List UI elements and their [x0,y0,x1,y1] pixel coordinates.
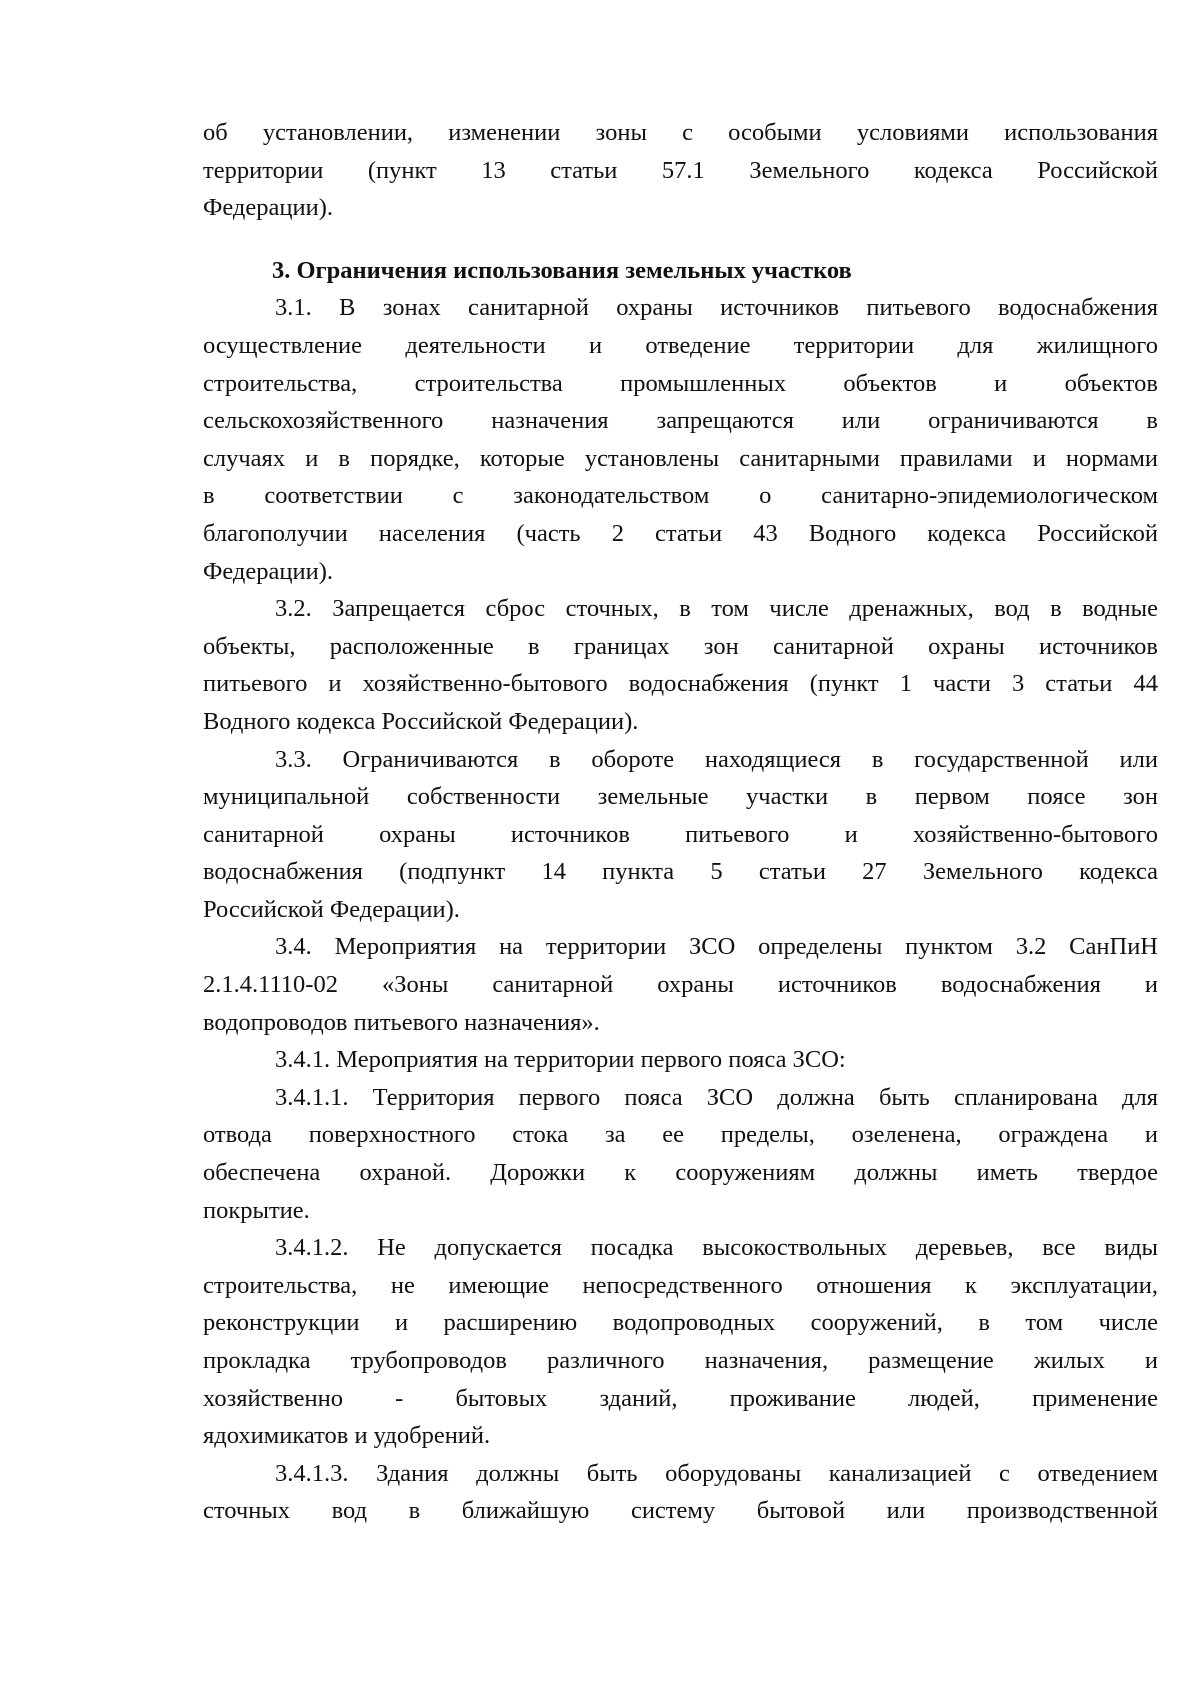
text-line: 3.4.1.1. Территория первого пояса ЗСО должна быть спланирована для [275,1083,1158,1111]
paragraph [203,1079,1158,1229]
text-line: в соответствии с законодательством о санитарно-эпидемиологическом [203,482,1158,510]
text-line: территории (пункт 13 статьи 57.1 Земельного кодекса Российской [203,156,1158,184]
paragraph [203,1455,1158,1530]
text-line: санитарной охраны источников питьевого и хозяйственно-бытового [203,820,1158,848]
text-line: объекты, расположенные в границах зон санитарной охраны источников [203,632,1158,660]
text-line: Российской Федерации). [203,895,460,923]
paragraph-list [203,289,1158,1530]
text-line: реконструкции и расширению водопроводных сооружений, в том числе [203,1309,1158,1337]
paragraph [203,928,1158,1041]
text-line: 2.1.4.1110-02 «Зоны санитарной охраны источников водоснабжения и [203,971,1158,999]
text-line: 3.1. В зонах санитарной охраны источников питьевого водоснабжения [275,294,1158,322]
text-line: муниципальной собственности земельные участки в первом поясе зон [203,783,1158,811]
text-line: Федерации). [203,194,333,222]
text-line: об установлении, изменении зоны с особыми условиями использования [203,119,1158,146]
text-line: 3.4.1.3. Здания должны быть оборудованы канализацией с отведением [275,1459,1158,1487]
text-line: отвода поверхностного стока за ее пределы, озеленена, ограждена и [203,1121,1158,1149]
text-line: водоснабжения (подпункт 14 пункта 5 статьи 27 Земельного кодекса [203,858,1158,886]
text-line: прокладка трубопроводов различного назначения, размещение жилых и [203,1347,1158,1374]
text-line: сточных вод в ближайшую систему бытовой или производственной [203,1497,1158,1525]
text-line: осуществление деятельности и отведение территории для жилищного [203,331,1158,359]
text-line: 3.4.1. Мероприятия на территории первого пояса ЗСО: [275,1046,846,1074]
text-line: случаях и в порядке, которые установлены санитарными правилами и нормами [203,444,1158,472]
intro-paragraph [203,114,1158,227]
text-line: 3.2. Запрещается сброс сточных, в том числе дренажных, вод в водные [275,595,1158,623]
text-line: 3.4. Мероприятия на территории ЗСО определены пунктом 3.2 СанПиН [275,933,1158,961]
paragraph [203,1041,1158,1079]
paragraph [203,741,1158,929]
paragraph [203,1229,1158,1455]
section-heading: 3. Ограничения использования земельных участков [272,256,852,284]
text-line: Федерации). [203,557,333,585]
text-line: водопроводов питьевого назначения». [203,1008,600,1036]
text-line: строительства, не имеющие непосредственного отношения к эксплуатации, [203,1271,1158,1299]
text-line: строительства, строительства промышленных объектов и объектов [203,369,1158,397]
paragraph [203,289,1158,590]
text-line: питьевого и хозяйственно-бытового водоснабжения (пункт 1 части 3 статьи 44 [203,670,1158,698]
paragraph [203,590,1158,740]
text-line: покрытие. [203,1196,310,1224]
text-line: хозяйственно - бытовых зданий, проживание людей, применение [203,1384,1158,1412]
text-line: благополучии населения (часть 2 статьи 43 Водного кодекса Российской [203,519,1158,547]
text-line: 3.3. Ограничиваются в обороте находящиеся в государственной или [275,745,1158,773]
text-line: 3.4.1.2. Не допускается посадка высокоствольных деревьев, все виды [275,1234,1158,1262]
text-line: сельскохозяйственного назначения запрещаются или ограничиваются в [203,407,1158,435]
text-line: обеспечена охраной. Дорожки к сооружениям должны иметь твердое [203,1159,1158,1187]
text-line: Водного кодекса Российской Федерации). [203,707,639,735]
document-body [203,114,1158,1530]
text-line: ядохимикатов и удобрений. [203,1422,491,1450]
